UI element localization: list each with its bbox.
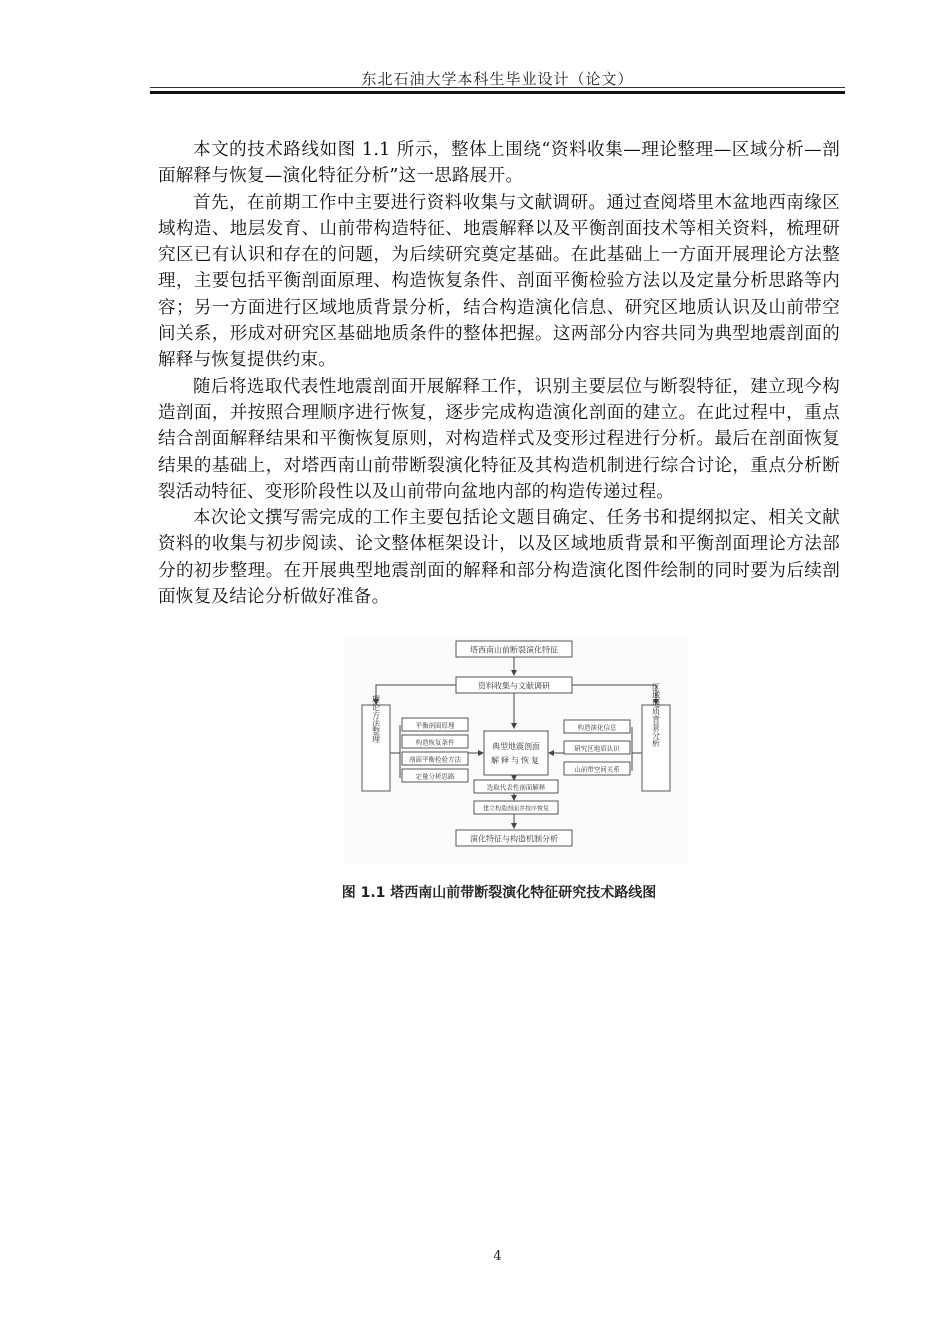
- node-select-label: 选取代表性剖面解释: [486, 783, 546, 792]
- node-center-line1: 典型地震剖面: [492, 742, 540, 751]
- node-regional-background-label: 区域地质背景分析: [651, 683, 661, 747]
- node-theory-4-label: 定量分析思路: [415, 772, 455, 781]
- node-select: [474, 780, 558, 793]
- node-top-label: 塔西南山前断裂演化特征: [470, 645, 558, 655]
- flowchart-figure: [344, 635, 688, 863]
- node-theory-1: [402, 718, 468, 731]
- page-number: 4: [493, 1249, 502, 1264]
- node-theory-4: [402, 769, 468, 782]
- edge-collect-right: [572, 685, 656, 704]
- node-final: [456, 830, 572, 846]
- paragraph: 本文的技术路线如图 1.1 所示，整体上围绕“资料收集—理论整理—区域分析—剖面解释与恢复—演化特征分析”这一思路展开。: [158, 140, 840, 187]
- page-header: 东北石油大学本科生毕业设计（论文）: [361, 70, 634, 88]
- node-center-line2: 解释与恢复: [491, 756, 541, 765]
- node-restore-label: 建立构造剖面并按序恢复: [482, 805, 550, 813]
- node-collect: [456, 677, 572, 693]
- node-region-2: [564, 741, 630, 754]
- node-region-1: [564, 720, 630, 733]
- node-region-3-label: 山前带空间关系: [574, 765, 620, 774]
- node-top: [456, 641, 572, 657]
- node-regional-background: [642, 683, 670, 791]
- body-text: [158, 137, 840, 610]
- paragraph: 随后将选取代表性地震剖面开展解释工作，识别主要层位与断裂特征，建立现今构造剖面，并按照合理顺序进行恢复，逐步完成构造演化剖面的建立。在此过程中，重点结合剖面解释结果和平衡恢复原则，对构造样式及变形过程进行分析。最后在剖面恢复结果的基础上，对塔西南山前带断裂演化特征及其构造机制进行综合讨论，重点分析断裂活动特征、变形阶段性以及山前带向盆地内部的构造传递过程。: [158, 376, 840, 502]
- node-final-label: 演化特征与构造机制分析: [470, 834, 558, 844]
- node-theory-2-label: 构造恢复条件: [415, 738, 455, 747]
- node-center: [484, 731, 548, 775]
- edge-collect-left: [376, 685, 456, 704]
- header-rule-thin: [150, 87, 845, 88]
- node-theory-3-label: 剖面平衡检验方法: [409, 755, 461, 764]
- figure-caption: 图 1.1 塔西南山前带断裂演化特征研究技术路线图: [341, 885, 657, 901]
- node-theory-method: [362, 695, 390, 791]
- paragraph: 本次论文撰写需完成的工作主要包括论文题目确定、任务书和提纲拟定、相关文献资料的收集与初步阅读、论文整体框架设计，以及区域地质背景和平衡剖面理论方法部分的初步整理。在开展典型地震剖面的解释和部分构造演化图件绘制的同时要为后续剖面恢复及结论分析做好准备。: [158, 508, 840, 608]
- flowchart-svg: [344, 635, 688, 863]
- node-theory-2: [402, 735, 468, 748]
- node-restore: [474, 801, 558, 814]
- node-region-2-label: 研究区地质认识: [574, 744, 620, 753]
- node-collect-label: 资料收集与文献调研: [478, 681, 550, 691]
- node-theory-method-label: 理论方法整理: [371, 695, 381, 743]
- node-theory-1-label: 平衡剖面原理: [415, 721, 455, 730]
- header-rule-thick: [150, 91, 845, 94]
- node-theory-3: [402, 752, 468, 765]
- paragraph: 首先，在前期工作中主要进行资料收集与文献调研。通过查阅塔里木盆地西南缘区域构造、地层发育、山前带构造特征、地震解释以及平衡剖面技术等相关资料，梳理研究区已有认识和存在的问题，为后续研究奠定基础。在此基础上一方面开展理论方法整理，主要包括平衡剖面原理、构造恢复条件、剖面平衡检验方法以及定量分析思路等内容；另一方面进行区域地质背景分析，结合构造演化信息、研究区地质认识及山前带空间关系，形成对研究区基础地质条件的整体把握。这两部分内容共同为典型地震剖面的解释与恢复提供约束。: [158, 192, 840, 371]
- node-region-1-label: 构造演化信息: [577, 723, 617, 732]
- node-region-3: [564, 762, 630, 775]
